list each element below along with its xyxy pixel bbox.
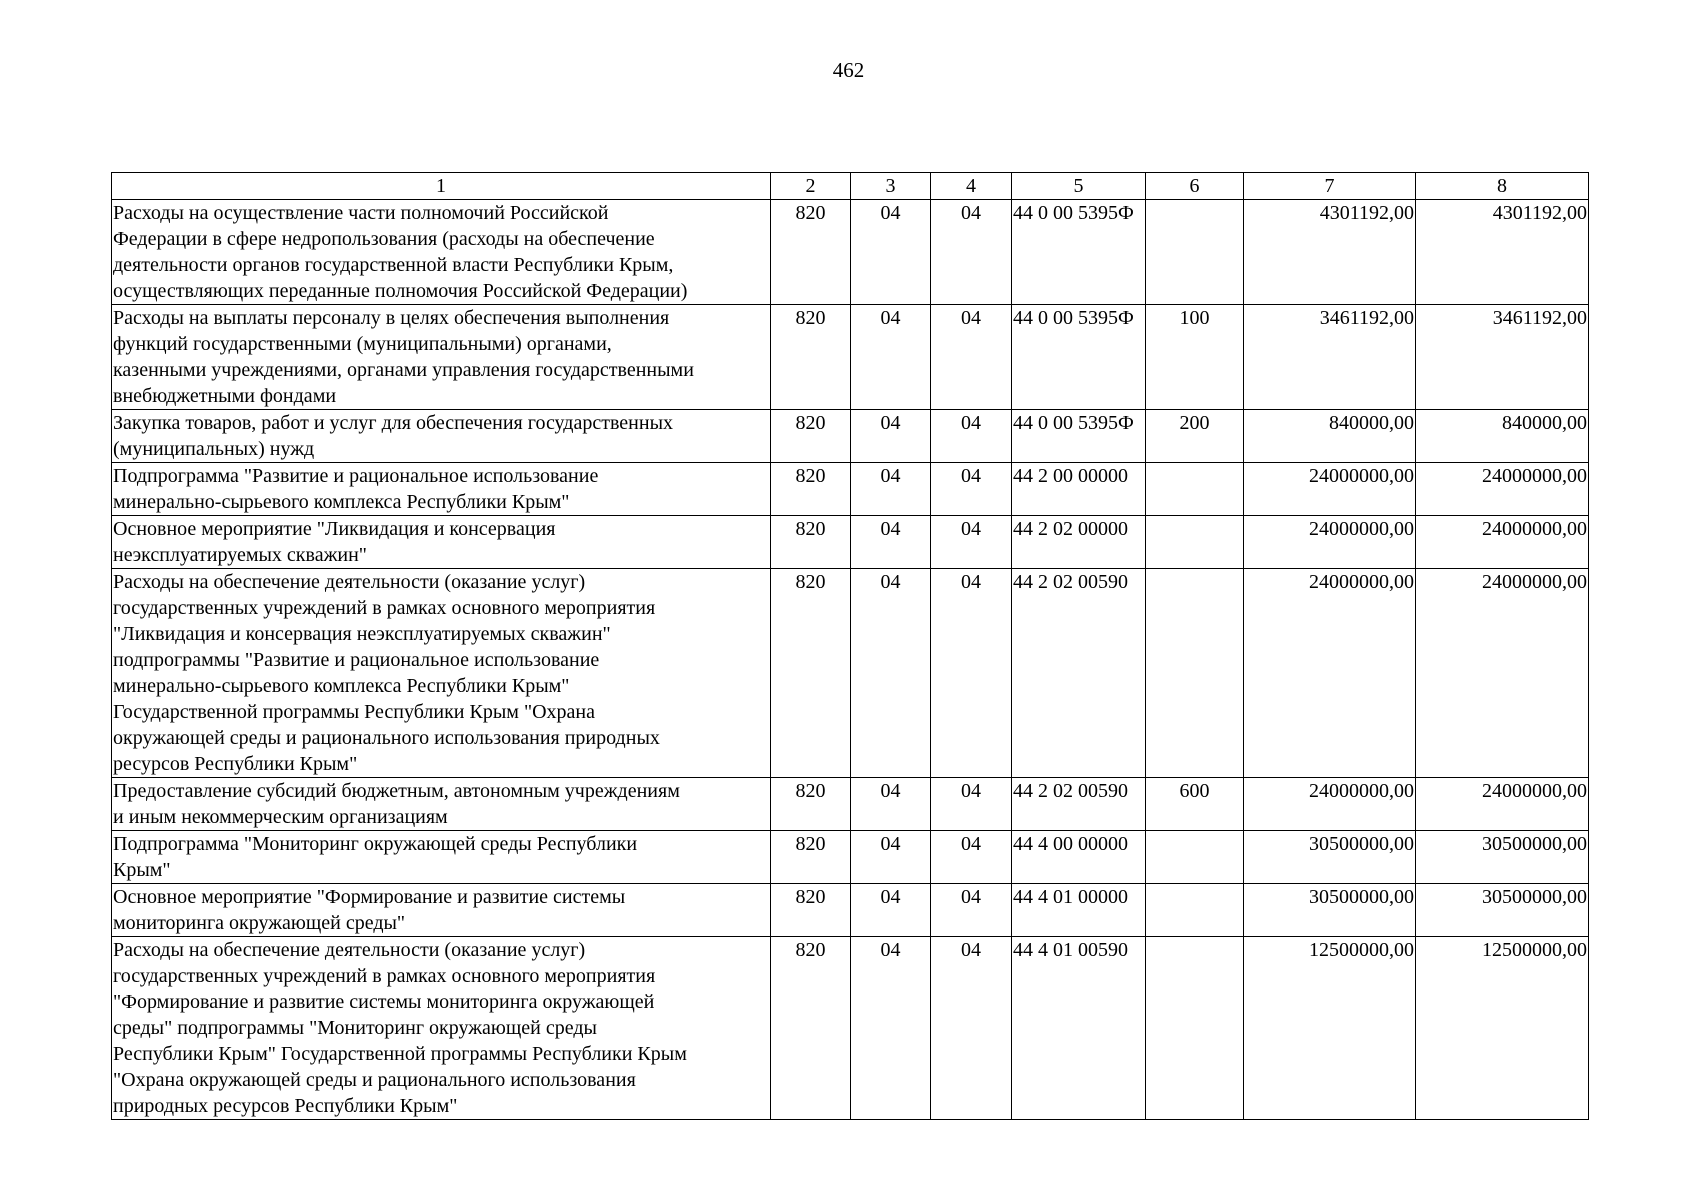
description-line: деятельности органов государственной власти Республики Крым, xyxy=(113,254,674,276)
target-article-cell: 44 2 00 00000 xyxy=(1012,463,1146,516)
row-description xyxy=(112,937,771,1120)
target-article-cell: 44 2 02 00590 xyxy=(1012,778,1146,831)
amount-cell-7: 12500000,00 xyxy=(1244,937,1416,1120)
table-body xyxy=(112,200,1589,1120)
amount-cell-7: 4301192,00 xyxy=(1244,200,1416,305)
subsection-code-cell: 04 xyxy=(931,831,1012,884)
section-code-cell: 04 xyxy=(851,200,931,305)
table-row xyxy=(112,937,1589,1120)
expense-type-cell: 600 xyxy=(1146,778,1244,831)
target-article-cell: 44 4 01 00590 xyxy=(1012,937,1146,1120)
subsection-code-cell: 04 xyxy=(931,305,1012,410)
column-header: 8 xyxy=(1416,173,1589,200)
amount-cell-7: 3461192,00 xyxy=(1244,305,1416,410)
amount-cell-8: 24000000,00 xyxy=(1416,463,1589,516)
budget-table xyxy=(111,172,1589,1120)
subsection-code-cell: 04 xyxy=(931,516,1012,569)
row-description xyxy=(112,831,771,884)
description-line: Подпрограмма "Мониторинг окружающей среды Республики xyxy=(113,833,638,855)
description-line: минерально-сырьевого комплекса Республики Крым" xyxy=(113,491,570,513)
description-line: Крым" xyxy=(113,859,171,881)
ministry-code-cell: 820 xyxy=(771,410,851,463)
description-line: Подпрограмма "Развитие и рациональное использование xyxy=(113,465,599,487)
section-code-cell: 04 xyxy=(851,831,931,884)
description-line: казенными учреждениями, органами управления государственными xyxy=(113,359,694,381)
target-article-cell: 44 0 00 5395Ф xyxy=(1012,200,1146,305)
amount-cell-7: 24000000,00 xyxy=(1244,569,1416,778)
expense-type-cell: 100 xyxy=(1146,305,1244,410)
description-line: Расходы на осуществление части полномочий Российской xyxy=(113,202,609,224)
amount-cell-8: 24000000,00 xyxy=(1416,516,1589,569)
row-description xyxy=(112,305,771,410)
ministry-code-cell: 820 xyxy=(771,884,851,937)
table-row xyxy=(112,410,1589,463)
subsection-code-cell: 04 xyxy=(931,463,1012,516)
target-article-cell: 44 4 01 00000 xyxy=(1012,884,1146,937)
amount-cell-8: 30500000,00 xyxy=(1416,884,1589,937)
description-line: государственных учреждений в рамках основного мероприятия xyxy=(113,965,656,987)
expense-type-cell: 200 xyxy=(1146,410,1244,463)
description-line: "Ликвидация и консервация неэксплуатируемых скважин" xyxy=(113,623,611,645)
amount-cell-7: 30500000,00 xyxy=(1244,831,1416,884)
description-line: Закупка товаров, работ и услуг для обеспечения государственных xyxy=(113,412,674,434)
subsection-code-cell: 04 xyxy=(931,410,1012,463)
column-header: 7 xyxy=(1244,173,1416,200)
section-code-cell: 04 xyxy=(851,937,931,1120)
description-line: минерально-сырьевого комплекса Республики Крым" xyxy=(113,675,570,697)
amount-cell-8: 30500000,00 xyxy=(1416,831,1589,884)
expense-type-cell xyxy=(1146,831,1244,884)
target-article-cell: 44 2 02 00590 xyxy=(1012,569,1146,778)
ministry-code-cell: 820 xyxy=(771,778,851,831)
amount-cell-7: 840000,00 xyxy=(1244,410,1416,463)
description-line: Республики Крым" Государственной программы Республики Крым xyxy=(113,1043,687,1065)
amount-cell-7: 30500000,00 xyxy=(1244,884,1416,937)
page-number: 462 xyxy=(832,58,865,82)
table-row xyxy=(112,778,1589,831)
description-line: Расходы на выплаты персоналу в целях обеспечения выполнения xyxy=(113,307,670,329)
column-header: 4 xyxy=(931,173,1012,200)
column-number-header-row xyxy=(112,173,1589,200)
row-description xyxy=(112,884,771,937)
description-line: и иным некоммерческим организациям xyxy=(113,806,448,828)
description-line: Государственной программы Республики Крым "Охрана xyxy=(113,701,596,723)
description-line: среды" подпрограммы "Мониторинг окружающей среды xyxy=(113,1017,597,1039)
description-line: Предоставление субсидий бюджетным, автономным учреждениям xyxy=(113,780,680,802)
table-row xyxy=(112,884,1589,937)
row-description xyxy=(112,410,771,463)
row-description xyxy=(112,569,771,778)
description-line: Федерации в сфере недропользования (расходы на обеспечение xyxy=(113,228,655,250)
target-article-cell: 44 0 00 5395Ф xyxy=(1012,305,1146,410)
description-line: Основное мероприятие "Формирование и развитие системы xyxy=(113,886,626,908)
subsection-code-cell: 04 xyxy=(931,778,1012,831)
description-line: ресурсов Республики Крым" xyxy=(113,753,358,775)
section-code-cell: 04 xyxy=(851,463,931,516)
column-header: 6 xyxy=(1146,173,1244,200)
description-line: подпрограммы "Развитие и рациональное использование xyxy=(113,649,600,671)
row-description xyxy=(112,200,771,305)
amount-cell-7: 24000000,00 xyxy=(1244,463,1416,516)
section-code-cell: 04 xyxy=(851,884,931,937)
ministry-code-cell: 820 xyxy=(771,569,851,778)
expense-type-cell xyxy=(1146,884,1244,937)
section-code-cell: 04 xyxy=(851,410,931,463)
description-line: осуществляющих переданные полномочия Российской Федерации) xyxy=(113,280,688,302)
expense-type-cell xyxy=(1146,569,1244,778)
description-line: внебюджетными фондами xyxy=(113,385,337,407)
subsection-code-cell: 04 xyxy=(931,200,1012,305)
description-line: государственных учреждений в рамках основного мероприятия xyxy=(113,597,656,619)
table-row xyxy=(112,463,1589,516)
section-code-cell: 04 xyxy=(851,305,931,410)
ministry-code-cell: 820 xyxy=(771,305,851,410)
description-line: "Формирование и развитие системы мониторинга окружающей xyxy=(113,991,655,1013)
expense-type-cell xyxy=(1146,937,1244,1120)
row-description xyxy=(112,463,771,516)
description-line: неэксплуатируемых скважин" xyxy=(113,544,367,566)
column-header: 2 xyxy=(771,173,851,200)
column-header: 1 xyxy=(112,173,771,200)
amount-cell-8: 24000000,00 xyxy=(1416,569,1589,778)
target-article-cell: 44 4 00 00000 xyxy=(1012,831,1146,884)
subsection-code-cell: 04 xyxy=(931,884,1012,937)
section-code-cell: 04 xyxy=(851,778,931,831)
table-row xyxy=(112,305,1589,410)
subsection-code-cell: 04 xyxy=(931,569,1012,778)
column-header: 3 xyxy=(851,173,931,200)
amount-cell-8: 840000,00 xyxy=(1416,410,1589,463)
description-line: "Охрана окружающей среды и рационального использования xyxy=(113,1069,636,1091)
ministry-code-cell: 820 xyxy=(771,516,851,569)
expense-type-cell xyxy=(1146,200,1244,305)
description-line: окружающей среды и рационального использования природных xyxy=(113,727,660,749)
table-row xyxy=(112,516,1589,569)
subsection-code-cell: 04 xyxy=(931,937,1012,1120)
amount-cell-7: 24000000,00 xyxy=(1244,778,1416,831)
description-line: Основное мероприятие "Ликвидация и консервация xyxy=(113,518,556,540)
expense-type-cell xyxy=(1146,516,1244,569)
column-header: 5 xyxy=(1012,173,1146,200)
description-line: мониторинга окружающей среды" xyxy=(113,912,406,934)
row-description xyxy=(112,778,771,831)
ministry-code-cell: 820 xyxy=(771,937,851,1120)
amount-cell-8: 24000000,00 xyxy=(1416,778,1589,831)
expense-type-cell xyxy=(1146,463,1244,516)
ministry-code-cell: 820 xyxy=(771,831,851,884)
section-code-cell: 04 xyxy=(851,569,931,778)
amount-cell-8: 12500000,00 xyxy=(1416,937,1589,1120)
description-line: природных ресурсов Республики Крым" xyxy=(113,1095,458,1117)
ministry-code-cell: 820 xyxy=(771,463,851,516)
description-line: функций государственными (муниципальными) органами, xyxy=(113,333,612,355)
amount-cell-8: 3461192,00 xyxy=(1416,305,1589,410)
target-article-cell: 44 0 00 5395Ф xyxy=(1012,410,1146,463)
description-line: Расходы на обеспечение деятельности (оказание услуг) xyxy=(113,939,586,961)
amount-cell-8: 4301192,00 xyxy=(1416,200,1589,305)
table-row xyxy=(112,831,1589,884)
table-row xyxy=(112,569,1589,778)
ministry-code-cell: 820 xyxy=(771,200,851,305)
amount-cell-7: 24000000,00 xyxy=(1244,516,1416,569)
table-row xyxy=(112,200,1589,305)
description-line: Расходы на обеспечение деятельности (оказание услуг) xyxy=(113,571,586,593)
section-code-cell: 04 xyxy=(851,516,931,569)
row-description xyxy=(112,516,771,569)
description-line: (муниципальных) нужд xyxy=(113,438,315,460)
target-article-cell: 44 2 02 00000 xyxy=(1012,516,1146,569)
